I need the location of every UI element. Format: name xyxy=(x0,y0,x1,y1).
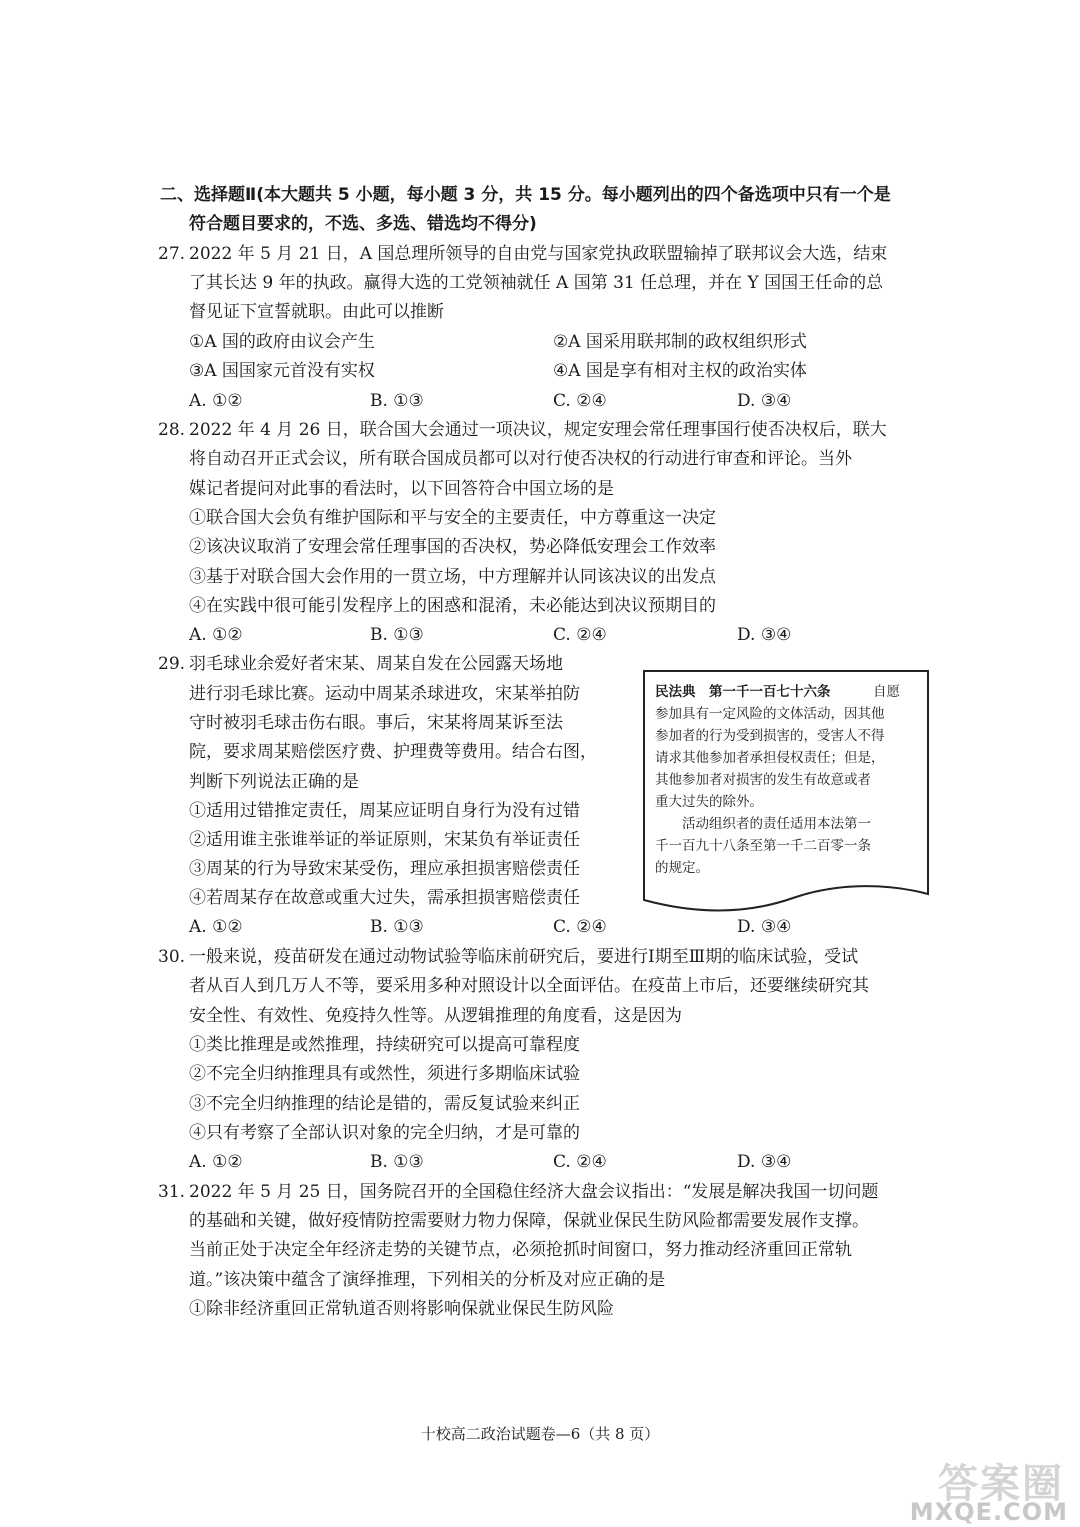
question-28-item: ④在实践中很可能引发程序上的困惑和混淆，未必能达到决议预期目的 xyxy=(189,596,716,616)
question-30-item: ④只有考察了全部认识对象的完全归纳，才是可靠的 xyxy=(189,1123,580,1143)
question-28-choice-a: A. ①② xyxy=(189,625,243,645)
civil-code-article-box xyxy=(643,670,929,892)
question-28-stem-line: 将自动召开正式会议，所有联合国成员都可以对行使否决权的行动进行审查和评论。当外 xyxy=(189,449,852,469)
question-30-choice-d: D. ③④ xyxy=(737,1152,792,1172)
civil-code-box-wavy-bottom xyxy=(643,872,929,912)
civil-code-article-line: 请求其他参加者承担侵权责任；但是， xyxy=(655,750,885,766)
question-28-stem-line: 2022 年 4 月 26 日，联合国大会通过一项决议，规定安理会常任理事国行使否决权后，联大 xyxy=(189,420,887,440)
question-31-item: ①除非经济重回正常轨道否则将影响保就业保民生防风险 xyxy=(189,1299,614,1319)
question-30-stem-line: 安全性、有效性、免疫持久性等。从逻辑推理的角度看，这是因为 xyxy=(189,1006,682,1026)
question-31-number: 31. xyxy=(158,1182,186,1202)
question-28-stem-line: 媒记者提问对此事的看法时，以下回答符合中国立场的是 xyxy=(189,479,614,499)
page-footer: 十校高二政治试题卷—6（共 8 页） xyxy=(420,1425,660,1443)
question-28-number: 28. xyxy=(158,420,186,440)
question-27-item: ④A 国是享有相对主权的政治实体 xyxy=(553,361,807,381)
section-header-line2: 符合题目要求的，不选、多选、错选均不得分) xyxy=(189,214,537,234)
question-27-item: ③A 国国家元首没有实权 xyxy=(189,361,375,381)
question-30-choice-b: B. ①③ xyxy=(370,1152,424,1172)
question-29-stem-line: 羽毛球业余爱好者宋某、周某自发在公园露天场地 xyxy=(189,654,563,674)
question-30-choice-c: C. ②④ xyxy=(553,1152,607,1172)
question-30-stem-line: 者从百人到几万人不等，要采用多种对照设计以全面评估。在疫苗上市后，还要继续研究其 xyxy=(189,976,869,996)
question-31-stem-line: 道。”该决策中蕴含了演绎推理，下列相关的分析及对应正确的是 xyxy=(189,1270,666,1290)
question-27-stem-line: 2022 年 5 月 21 日，A 国总理所领导的自由党与国家党执政联盟输掉了联邦议会大选，结束 xyxy=(189,244,888,264)
section-header-line1: 二、选择题Ⅱ(本大题共 5 小题，每小题 3 分，共 15 分。每小题列出的四个备选项中只有一个是 xyxy=(160,185,891,205)
question-27-choice-d: D. ③④ xyxy=(737,391,792,411)
question-29-choice-c: C. ②④ xyxy=(553,917,607,937)
watermark-url: MXQE.COM xyxy=(909,1498,1068,1526)
question-29-stem-line: 判断下列说法正确的是 xyxy=(189,772,359,792)
civil-code-article-title-tail: 自愿 xyxy=(873,684,900,700)
question-29-item: ②适用谁主张谁举证的举证原则，宋某负有举证责任 xyxy=(189,830,580,850)
question-29-stem-line: 进行羽毛球比赛。运动中周某杀球进攻，宋某举拍防 xyxy=(189,684,580,704)
watermark-logo-text: 答案圈 xyxy=(938,1461,1064,1507)
question-28-item: ①联合国大会负有维护国际和平与安全的主要责任，中方尊重这一决定 xyxy=(189,508,716,528)
question-29-item: ③周某的行为导致宋某受伤，理应承担损害赔偿责任 xyxy=(189,859,580,879)
civil-code-article-line: 的规定。 xyxy=(655,860,709,876)
question-28-item: ③基于对联合国大会作用的一贯立场，中方理解并认同该决议的出发点 xyxy=(189,567,716,587)
question-28-choice-c: C. ②④ xyxy=(553,625,607,645)
question-31-stem-line: 2022 年 5 月 25 日，国务院召开的全国稳住经济大盘会议指出：“发展是解决我国一切问题 xyxy=(189,1182,879,1202)
civil-code-article-line: 参加者的行为受到损害的，受害人不得 xyxy=(655,728,885,744)
question-27-choice-c: C. ②④ xyxy=(553,391,607,411)
question-31-stem-line: 当前正处于决定全年经济走势的关键节点，必须抢抓时间窗口，努力推动经济重回正常轨 xyxy=(189,1240,852,1260)
question-29-stem-line: 院，要求周某赔偿医疗费、护理费等费用。结合右图， xyxy=(189,742,597,762)
question-30-stem-line: 一般来说，疫苗研发在通过动物试验等临床前研究后，要进行Ⅰ期至Ⅲ期的临床试验，受试 xyxy=(189,947,859,967)
civil-code-article-line: 活动组织者的责任适用本法第一 xyxy=(655,816,871,832)
civil-code-article-line: 重大过失的除外。 xyxy=(655,794,763,810)
question-27-stem-line: 督见证下宣誓就职。由此可以推断 xyxy=(189,302,444,322)
question-28-choice-d: D. ③④ xyxy=(737,625,792,645)
question-30-item: ①类比推理是或然推理，持续研究可以提高可靠程度 xyxy=(189,1035,580,1055)
question-29-choice-a: A. ①② xyxy=(189,917,243,937)
question-29-choice-b: B. ①③ xyxy=(370,917,424,937)
civil-code-article-line: 千一百九十八条至第一千二百零一条 xyxy=(655,838,871,854)
question-30-choice-a: A. ①② xyxy=(189,1152,243,1172)
question-27-number: 27. xyxy=(158,244,186,264)
question-30-item: ③不完全归纳推理的结论是错的，需反复试验来纠正 xyxy=(189,1094,580,1114)
question-27-choice-b: B. ①③ xyxy=(370,391,424,411)
civil-code-article-title: 民法典 第一千一百七十六条 xyxy=(655,684,831,700)
question-30-number: 30. xyxy=(158,947,186,967)
civil-code-article-line: 其他参加者对损害的发生有故意或者 xyxy=(655,772,871,788)
question-29-item: ④若周某存在故意或重大过失，需承担损害赔偿责任 xyxy=(189,888,580,908)
question-29-choice-d: D. ③④ xyxy=(737,917,792,937)
question-27-choice-a: A. ①② xyxy=(189,391,243,411)
question-29-item: ①适用过错推定责任，周某应证明自身行为没有过错 xyxy=(189,801,580,821)
question-29-number: 29. xyxy=(158,654,186,674)
question-29-stem-line: 守时被羽毛球击伤右眼。事后，宋某将周某诉至法 xyxy=(189,713,563,733)
question-27-item: ①A 国的政府由议会产生 xyxy=(189,332,375,352)
question-27-stem-line: 了其长达 9 年的执政。赢得大选的工党领袖就任 A 国第 31 任总理，并在 Y 国国王任命的总 xyxy=(189,273,884,293)
civil-code-article-line: 参加具有一定风险的文体活动，因其他 xyxy=(655,706,885,722)
question-31-stem-line: 的基础和关键，做好疫情防控需要财力物力保障，保就业保民生防风险都需要发展作支撑。 xyxy=(189,1211,869,1231)
question-27-item: ②A 国采用联邦制的政权组织形式 xyxy=(553,332,807,352)
question-30-item: ②不完全归纳推理具有或然性，须进行多期临床试验 xyxy=(189,1064,580,1084)
question-28-item: ②该决议取消了安理会常任理事国的否决权，势必降低安理会工作效率 xyxy=(189,537,716,557)
question-28-choice-b: B. ①③ xyxy=(370,625,424,645)
